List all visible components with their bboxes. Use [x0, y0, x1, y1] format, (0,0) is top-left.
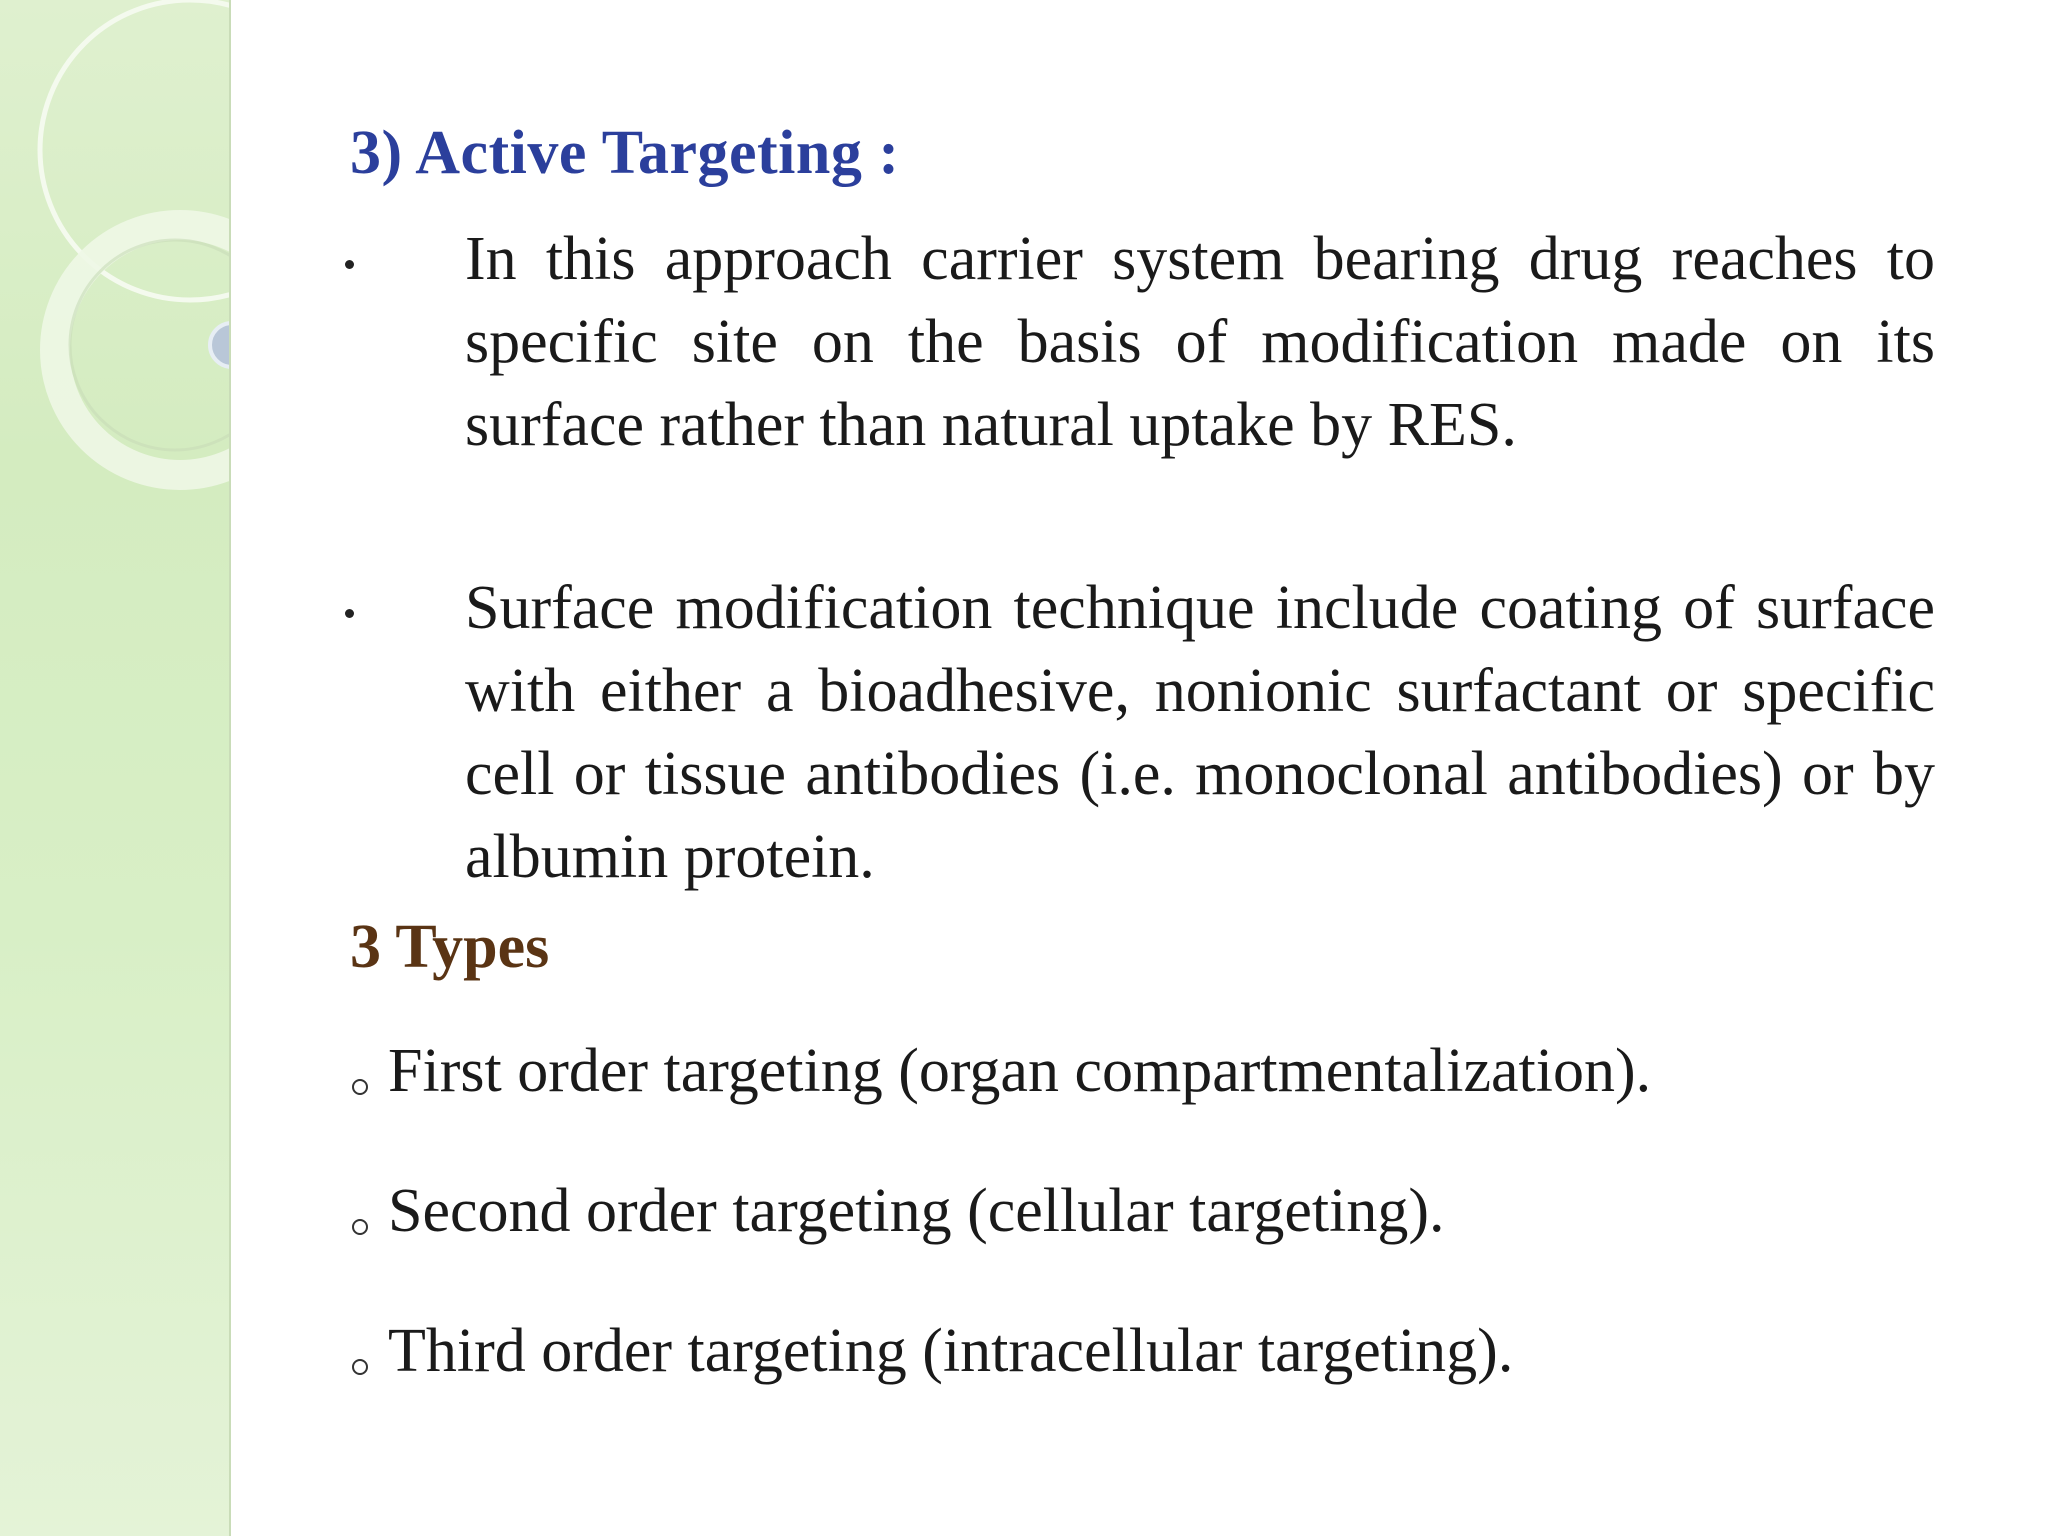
type-text: First order targeting (organ compartmentalization).: [388, 1037, 1652, 1105]
hollow-circle-bullet-icon: [352, 1219, 368, 1235]
type-list-item: [352, 1176, 1444, 1247]
bullet-dot-icon: [345, 260, 354, 269]
type-list-item: [352, 1316, 1513, 1387]
bullet-dot-icon: [345, 609, 354, 618]
decorative-circles-icon: [0, 0, 231, 520]
type-text: Third order targeting (intracellular targeting).: [388, 1317, 1514, 1385]
type-text: Second order targeting (cellular targeting).: [388, 1177, 1445, 1245]
types-heading: 3 Types: [350, 913, 550, 981]
bullet-text: Surface modification technique include coating of surface with either a bioadhesive, nonionic surfactant or specific cell or tissue antibodies (i.e. monoclonal antibodies) or by albumin protein.: [465, 574, 1935, 891]
bullet-text: In this approach carrier system bearing drug reaches to specific site on the basis of modification made on its surface rather than natural uptake by RES.: [465, 225, 1935, 459]
decorative-side-panel: [0, 0, 231, 1536]
slide-title: 3) Active Targeting :: [350, 119, 900, 187]
hollow-circle-bullet-icon: [352, 1359, 368, 1375]
type-list-item: [352, 1036, 1651, 1107]
hollow-circle-bullet-icon: [352, 1079, 368, 1095]
